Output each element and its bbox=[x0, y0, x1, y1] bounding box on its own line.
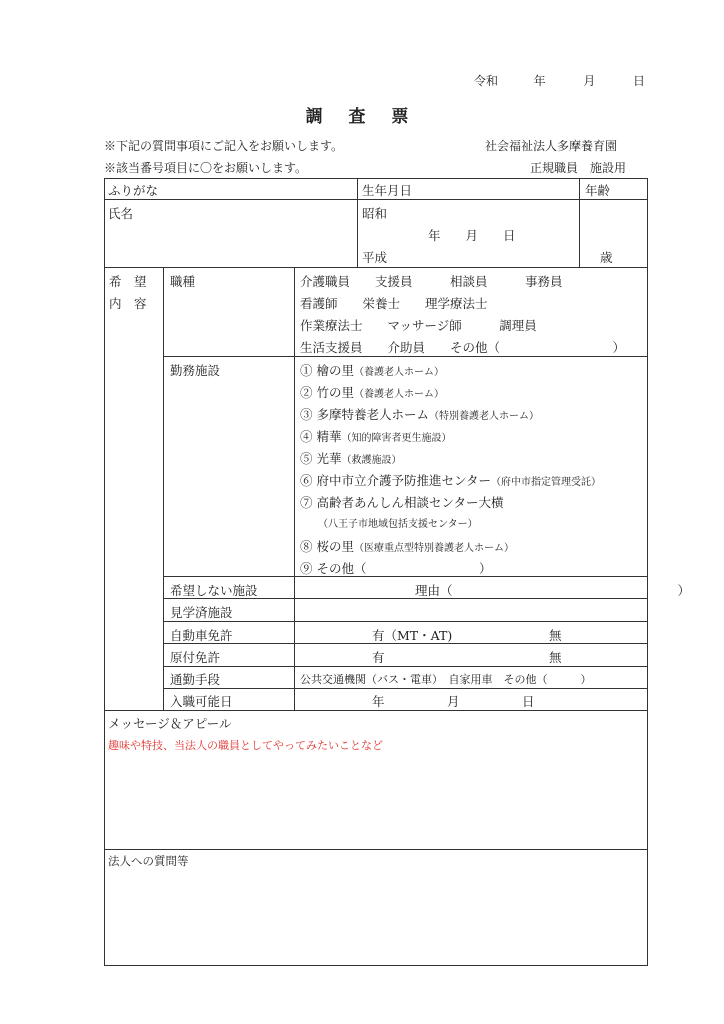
hope-label-1: 希 望 bbox=[109, 274, 147, 289]
birthdate-label: 生年月日 bbox=[362, 183, 413, 198]
moped-license-yes[interactable]: 有 bbox=[372, 650, 385, 665]
facility-item: （八王子市地域包括支援センター） bbox=[318, 519, 478, 530]
start-date-field[interactable]: 年 月 日 bbox=[372, 694, 535, 709]
moped-license-no[interactable]: 無 bbox=[549, 650, 562, 665]
car-license-label: 自動車免許 bbox=[170, 628, 233, 643]
facility-item: ⑥ 府中市立介護予防推進センター（府中市指定管理受託） bbox=[300, 473, 601, 488]
start-date-label: 入職可能日 bbox=[170, 694, 233, 709]
moped-license-label: 原付免許 bbox=[170, 650, 221, 665]
message-hint: 趣味や特技、当法人の職員としてやってみたいことなど bbox=[108, 739, 383, 752]
facility-item: ⑧ 桜の里（医療重点型特別養護老人ホーム） bbox=[300, 539, 514, 554]
note-1: ※下記の質問事項にご記入をお願いします。 bbox=[104, 139, 344, 153]
message-label: メッセージ＆アピール bbox=[108, 716, 232, 731]
facility-item: ⑦ 高齢者あんしん相談センター大横 bbox=[300, 495, 504, 510]
message-field[interactable] bbox=[106, 754, 646, 847]
car-license-yes[interactable]: 有（MT・AT) bbox=[372, 628, 453, 643]
car-license-no[interactable]: 無 bbox=[549, 628, 562, 643]
note-2: ※該当番号項目に〇をお願いします。 bbox=[104, 161, 308, 175]
date-header bbox=[474, 72, 645, 89]
hope-label-2: 内 容 bbox=[109, 296, 147, 311]
job-line-1: 介護職員 支援員 相談員 事務員 bbox=[300, 274, 563, 289]
commute-label: 通勤手段 bbox=[170, 672, 221, 687]
heisei-label: 平成 bbox=[362, 250, 388, 265]
questions-label: 法人への質問等 bbox=[108, 854, 189, 868]
job-label: 職種 bbox=[170, 274, 196, 289]
questions-field[interactable] bbox=[106, 870, 646, 964]
facility-item: ② 竹の里（養護老人ホーム） bbox=[300, 385, 444, 400]
facility-item: ① 檜の里（養護老人ホーム） bbox=[300, 363, 444, 378]
era-label: 令和 bbox=[474, 74, 499, 88]
day-label: 日 bbox=[633, 74, 646, 88]
age-label: 年齢 bbox=[585, 183, 611, 198]
job-line-3: 作業療法士 マッサージ師 調理員 bbox=[300, 318, 537, 333]
job-line-2: 看護師 栄養士 理学療法士 bbox=[300, 296, 488, 311]
facility-item: ④ 精華（知的障害者更生施設） bbox=[300, 429, 452, 444]
facility-label: 勤務施設 bbox=[170, 363, 221, 378]
name-label: 氏名 bbox=[108, 206, 134, 221]
staff-type: 正規職員 施設用 bbox=[530, 161, 627, 175]
commute-options[interactable]: 公共交通機関（バス・電車） 自家用車 その他（ ） bbox=[300, 673, 592, 686]
facility-item: ⑨ その他（ ） bbox=[300, 561, 492, 576]
page-title: 調 査 票 bbox=[305, 107, 419, 127]
year-label: 年 bbox=[533, 74, 546, 88]
showa-label: 昭和 bbox=[362, 206, 388, 221]
visited-facility-field[interactable] bbox=[296, 600, 646, 620]
unwanted-reason-field[interactable]: 理由（ ） bbox=[415, 583, 691, 598]
job-line-4: 生活支援員 介助員 その他（ ） bbox=[300, 340, 626, 355]
furigana-label: ふりがな bbox=[108, 183, 159, 198]
facility-item: ③ 多摩特養老人ホーム（特別養護老人ホーム） bbox=[300, 407, 539, 422]
birthdate-ymd: 年 月 日 bbox=[428, 228, 516, 243]
facility-item: ⑤ 光華（救護施設） bbox=[300, 451, 402, 466]
age-unit: 歳 bbox=[600, 250, 613, 265]
unwanted-facility-label: 希望しない施設 bbox=[170, 583, 258, 598]
month-label: 月 bbox=[583, 74, 596, 88]
visited-facility-label: 見学済施設 bbox=[170, 605, 233, 620]
organization-name: 社会福祉法人多摩養育園 bbox=[485, 139, 618, 153]
